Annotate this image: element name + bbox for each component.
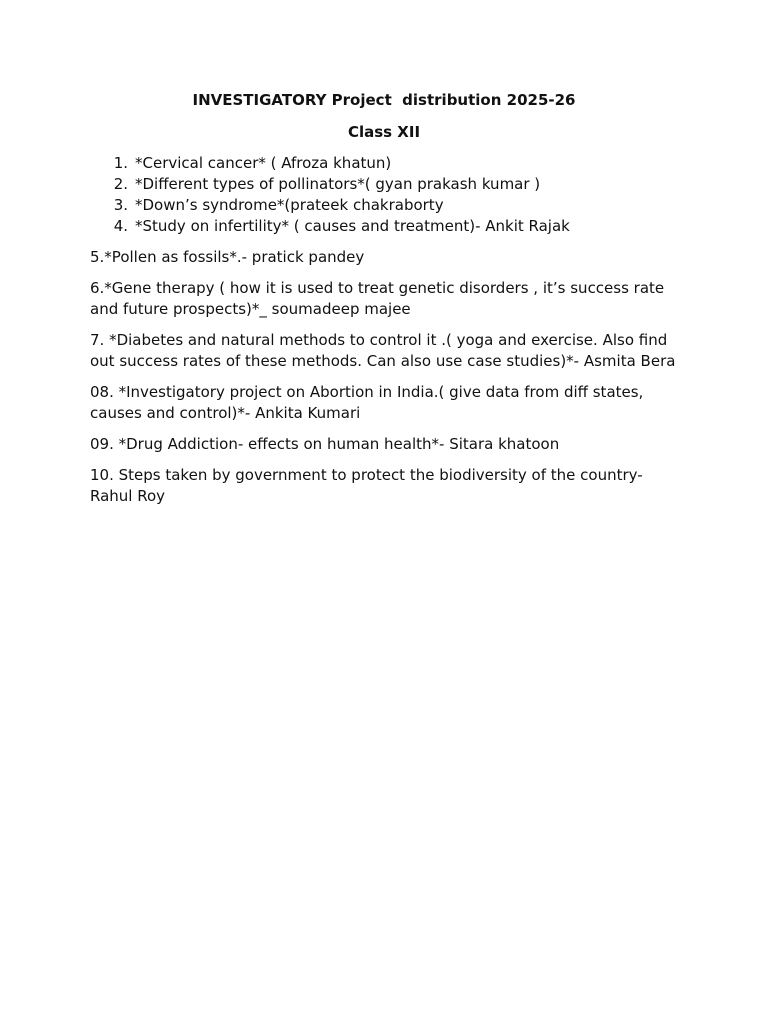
- document-title: INVESTIGATORY Project distribution 2025-26: [192, 91, 576, 109]
- list-item: [90, 153, 678, 174]
- list-item-number: 1.: [113, 154, 128, 172]
- list-item-number: 3.: [113, 196, 128, 214]
- list-item-text: *Cervical cancer* ( Afroza khatun): [135, 154, 392, 172]
- document-subtitle: Class XII: [347, 123, 421, 141]
- paragraph-item-5: 5.*Pollen as fossils*.- pratick pandey: [90, 248, 365, 266]
- list-item-number: 2.: [113, 175, 128, 193]
- numbered-list: [90, 153, 678, 237]
- paragraph-item-8: 08. *Investigatory project on Abortion in India.( give data from diff states, causes and control)*- Ankita Kumari: [90, 383, 644, 422]
- list-item-text: *Different types of pollinators*( gyan prakash kumar ): [135, 175, 541, 193]
- paragraph-item-10: 10. Steps taken by government to protect the biodiversity of the country- Rahul Roy: [90, 466, 643, 505]
- paragraph-item-9: 09. *Drug Addiction- effects on human health*- Sitara khatoon: [90, 435, 560, 453]
- list-item-text: *Down’s syndrome*(prateek chakraborty: [135, 196, 444, 214]
- list-item: [90, 216, 678, 237]
- paragraph-item-7: 7. *Diabetes and natural methods to control it .( yoga and exercise. Also find out success rates of these methods. Can also use case studies)*- Asmita Bera: [90, 331, 676, 370]
- list-item: [90, 195, 678, 216]
- list-item-text: *Study on infertility* ( causes and treatment)- Ankit Rajak: [135, 217, 570, 235]
- list-item-number: 4.: [113, 217, 128, 235]
- list-item: [90, 174, 678, 195]
- paragraph-item-6: 6.*Gene therapy ( how it is used to treat genetic disorders , it’s success rate and future prospects)*_ soumadeep majee: [90, 279, 665, 318]
